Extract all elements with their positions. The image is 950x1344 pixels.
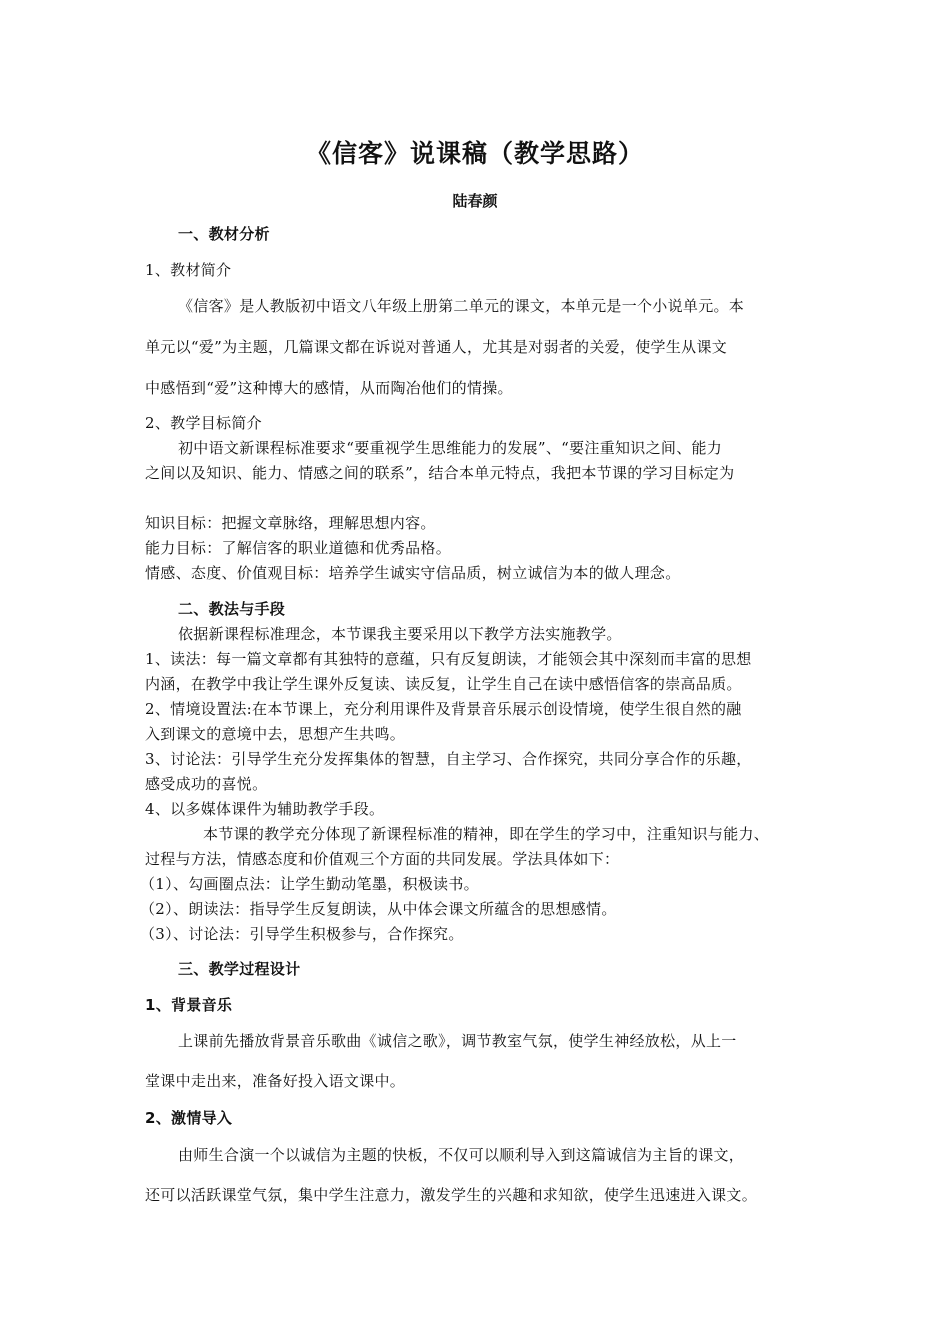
subsection-heading: 2、教学目标简介 <box>145 414 262 432</box>
section-heading: 二、教法与手段 <box>178 600 286 618</box>
paragraph-line: 过程与方法，情感态度和价值观三个方面的共同发展。学法具体如下： <box>145 850 620 868</box>
section-heading: 一、教材分析 <box>178 225 270 243</box>
paragraph-line: 1、读法：每一篇文章都有其独特的意蕴，只有反复朗读，才能领会其中深刻而丰富的思想 <box>145 650 752 668</box>
subsection-heading: 2、激情导入 <box>145 1109 233 1127</box>
list-item: （1）、勾画圈点法：让学生勤动笔墨，积极读书。 <box>140 875 479 893</box>
paragraph-line: 2、情境设置法:在本节课上，充分利用课件及背景音乐展示创设情境，使学生很自然的融 <box>145 700 742 718</box>
paragraph-line: 堂课中走出来，准备好投入语文课中。 <box>145 1072 406 1090</box>
author-name: 陆春颜 <box>452 192 498 210</box>
paragraph-line: 内涵，在教学中我让学生课外反复读、读反复，让学生自己在读中感悟信客的崇高品质。 <box>145 675 742 693</box>
paragraph-line: 《信客》是人教版初中语文八年级上册第二单元的课文，本单元是一个小说单元。本 <box>178 297 745 315</box>
document-title: 《信客》说课稿（教学思路） <box>305 139 644 168</box>
list-item: （2）、朗读法：指导学生反复朗读，从中体会课文所蕴含的思想感情。 <box>140 900 617 918</box>
paragraph-line: 感受成功的喜悦。 <box>145 775 268 793</box>
paragraph-line: 单元以“爱”为主题，几篇课文都在诉说对普通人，尤其是对弱者的关爱，使学生从课文 <box>145 338 728 356</box>
paragraph-line: 中感悟到“爱”这种博大的感情，从而陶冶他们的情操。 <box>145 379 513 397</box>
paragraph-line: 由师生合演一个以诚信为主题的快板，不仅可以顺利导入到这篇诚信为主旨的课文， <box>178 1146 745 1164</box>
paragraph-line: 初中语文新课程标准要求“要重视学生思维能力的发展”、“要注重知识之间、能力 <box>178 439 723 457</box>
paragraph-line: 之间以及知识、能力、情感之间的联系”，结合本单元特点，我把本节课的学习目标定为 <box>145 464 735 482</box>
subsection-heading: 1、背景音乐 <box>145 996 233 1014</box>
paragraph-line: 本节课的教学充分体现了新课程标准的精神，即在学生的学习中，注重知识与能力、 <box>203 825 770 843</box>
paragraph-line: 上课前先播放背景音乐歌曲《诚信之歌》，调节教室气氛，使学生神经放松，从上一 <box>178 1032 737 1050</box>
section-heading: 三、教学过程设计 <box>178 960 301 978</box>
goal-line: 知识目标：把握文章脉络，理解思想内容。 <box>145 514 436 532</box>
paragraph-line: 4、以多媒体课件为辅助教学手段。 <box>145 800 385 818</box>
list-item: （3）、讨论法：引导学生积极参与，合作探究。 <box>140 925 464 943</box>
goal-line: 能力目标：了解信客的职业道德和优秀品格。 <box>145 539 452 557</box>
paragraph-line: 3、讨论法：引导学生充分发挥集体的智慧，自主学习、合作探究，共同分享合作的乐趣， <box>145 750 752 768</box>
subsection-heading: 1、教材简介 <box>145 261 232 279</box>
goal-line: 情感、态度、价值观目标：培养学生诚实守信品质，树立诚信为本的做人理念。 <box>145 564 681 582</box>
paragraph-line: 还可以活跃课堂气氛，集中学生注意力，激发学生的兴趣和求知欲，使学生迅速进入课文。 <box>145 1186 758 1204</box>
paragraph-line: 依据新课程标准理念，本节课我主要采用以下教学方法实施教学。 <box>178 625 622 643</box>
paragraph-line: 入到课文的意境中去，思想产生共鸣。 <box>145 725 406 743</box>
